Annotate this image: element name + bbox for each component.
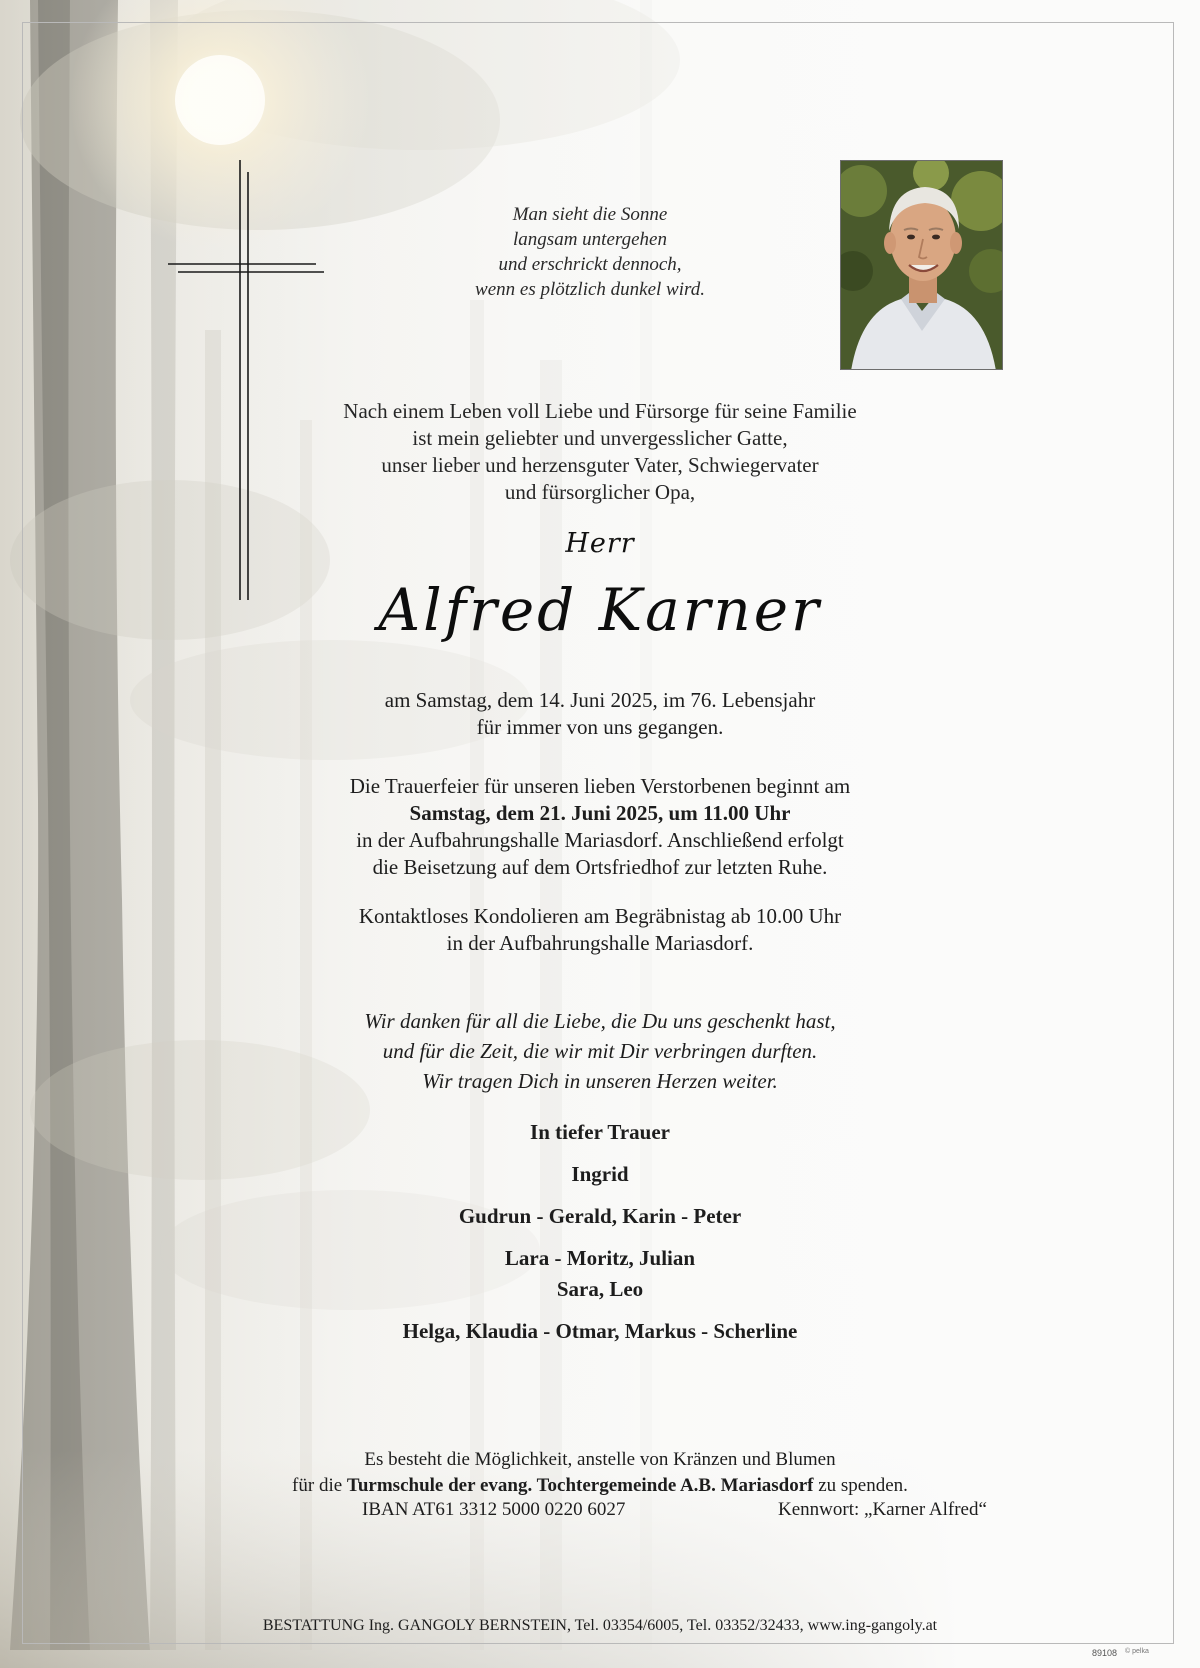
passing-line: am Samstag, dem 14. Juni 2025, im 76. Lebensjahr <box>384 688 816 712</box>
mourners-heading: In tiefer Trauer <box>530 1120 670 1144</box>
donation-line <box>0 1473 1200 1499</box>
thanks-text <box>0 1006 1200 1096</box>
poem-line: Man sieht die Sonne <box>512 204 668 225</box>
ceremony-date: Samstag, dem 21. Juni 2025, um 11.00 Uhr <box>409 801 791 825</box>
poem <box>420 202 760 302</box>
donation-recipient: Turmschule der evang. Tochtergemeinde A.B. Mariasdorf <box>346 1475 814 1496</box>
mourner-siblings: Helga, Klaudia - Otmar, Markus - Scherline <box>402 1319 798 1343</box>
honorific: Herr <box>565 528 635 559</box>
intro-line: Nach einem Leben voll Liebe und Fürsorge für seine Familie <box>343 399 857 423</box>
donation-keyword: Kennwort: „Karner Alfred“ <box>778 1499 987 1520</box>
poem-line: langsam untergehen <box>513 229 667 250</box>
ceremony-line: in der Aufbahrungshalle Mariasdorf. Anschließend erfolgt <box>356 828 844 852</box>
passing-text <box>0 687 1200 741</box>
condolence-text <box>0 903 1200 957</box>
donation-suffix: zu spenden. <box>818 1475 908 1496</box>
mourner-spouse: Ingrid <box>571 1162 629 1186</box>
intro-text <box>0 398 1200 506</box>
donation-line: Es besteht die Möglichkeit, anstelle von Kränzen und Blumen <box>364 1449 836 1470</box>
mourner-children: Gudrun - Gerald, Karin - Peter <box>458 1204 742 1228</box>
ceremony-line: Die Trauerfeier für unseren lieben Verstorbenen beginnt am <box>349 774 851 798</box>
mourners-list <box>0 1120 1200 1344</box>
poem-line: wenn es plötzlich dunkel wird. <box>475 279 705 300</box>
mourner-grandchildren: Lara - Moritz, Julian <box>504 1246 696 1270</box>
print-mark: © pelka <box>1125 1648 1149 1655</box>
print-code: 89108 <box>1092 1648 1118 1658</box>
condolence-line: Kontaktloses Kondolieren am Begräbnistag ab 10.00 Uhr <box>358 904 842 928</box>
condolence-line: in der Aufbahrungshalle Mariasdorf. <box>446 931 754 955</box>
intro-line: ist mein geliebter und unvergesslicher Gatte, <box>412 426 788 450</box>
thanks-line: Wir danken für all die Liebe, die Du uns geschenkt hast, <box>364 1009 836 1033</box>
donation-prefix: für die <box>292 1475 343 1496</box>
iban: IBAN AT61 3312 5000 0220 6027 <box>362 1499 626 1520</box>
deceased-name: Alfred Karner <box>378 576 822 644</box>
mourner-grandchildren: Sara, Leo <box>556 1277 644 1301</box>
donation-text <box>0 1447 1200 1499</box>
funeral-home-footer: BESTATTUNG Ing. GANGOLY BERNSTEIN, Tel. 03354/6005, Tel. 03352/32433, www.ing-gangoly.at <box>262 1617 938 1634</box>
ceremony-line: die Beisetzung auf dem Ortsfriedhof zur letzten Ruhe. <box>372 855 828 879</box>
ceremony-text <box>0 773 1200 881</box>
intro-line: und fürsorglicher Opa, <box>504 480 696 504</box>
passing-line: für immer von uns gegangen. <box>476 715 724 739</box>
intro-line: unser lieber und herzensguter Vater, Schwiegervater <box>381 453 819 477</box>
portrait-photo <box>840 160 1003 370</box>
poem-line: und erschrickt dennoch, <box>498 254 682 275</box>
thanks-line: Wir tragen Dich in unseren Herzen weiter. <box>422 1069 778 1093</box>
thanks-line: und für die Zeit, die wir mit Dir verbringen durften. <box>382 1039 818 1063</box>
